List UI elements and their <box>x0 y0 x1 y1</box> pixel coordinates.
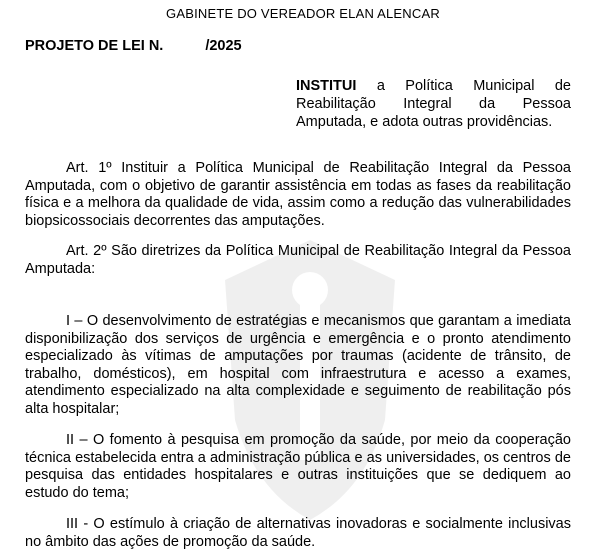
office-header: GABINETE DO VEREADOR ELAN ALENCAR <box>166 6 440 21</box>
bill-summary <box>296 77 571 131</box>
summary-text: a Política Municipal de Reabilitação Integral da Pessoa Amputada, e adota outras providências. <box>296 78 571 130</box>
summary-verb: INSTITUI <box>296 78 357 94</box>
bill-year: /2025 <box>205 38 242 54</box>
article-2-item-2: II – O fomento à pesquisa em promoção da saúde, por meio da cooperação técnica estabelecida entra a administração pública e as universidades, os centros de pesquisa das entidades hospitalares e outras instituições que se dediquem ao estudo do tema; <box>25 432 571 501</box>
bill-label: PROJETO DE LEI N. <box>25 38 164 54</box>
article-2-item-3: III - O estímulo à criação de alternativas inovadoras e socialmente inclusivas no âmbito das ações de promoção da saúde. <box>25 516 571 550</box>
article-2: Art. 2º São diretrizes da Política Municipal de Reabilitação Integral da Pessoa Amputada: <box>25 243 571 277</box>
bill-title <box>25 38 242 54</box>
bill-body <box>25 160 571 551</box>
article-2-item-1: I – O desenvolvimento de estratégias e mecanismos que garantam a imediata disponibilização dos serviços de urgência e emergência e o pronto atendimento especializado às vítimas de amputações por traumas (acidente de trânsito, de trabalho, domésticos), em hospital com infraestrutura e acesso a exames, atendimento especializado na alta complexidade e seguimento de reabilitação pós alta hospitalar; <box>25 313 571 417</box>
article-1: Art. 1º Instituir a Política Municipal de Reabilitação Integral da Pessoa Amputada, com o objetivo de garantir assistência em todas as fases da reabilitação física e a melhora da qualidade de vida, assim como a redução das vulnerabilidades biopsicossociais decorrentes das amputações. <box>25 160 571 229</box>
